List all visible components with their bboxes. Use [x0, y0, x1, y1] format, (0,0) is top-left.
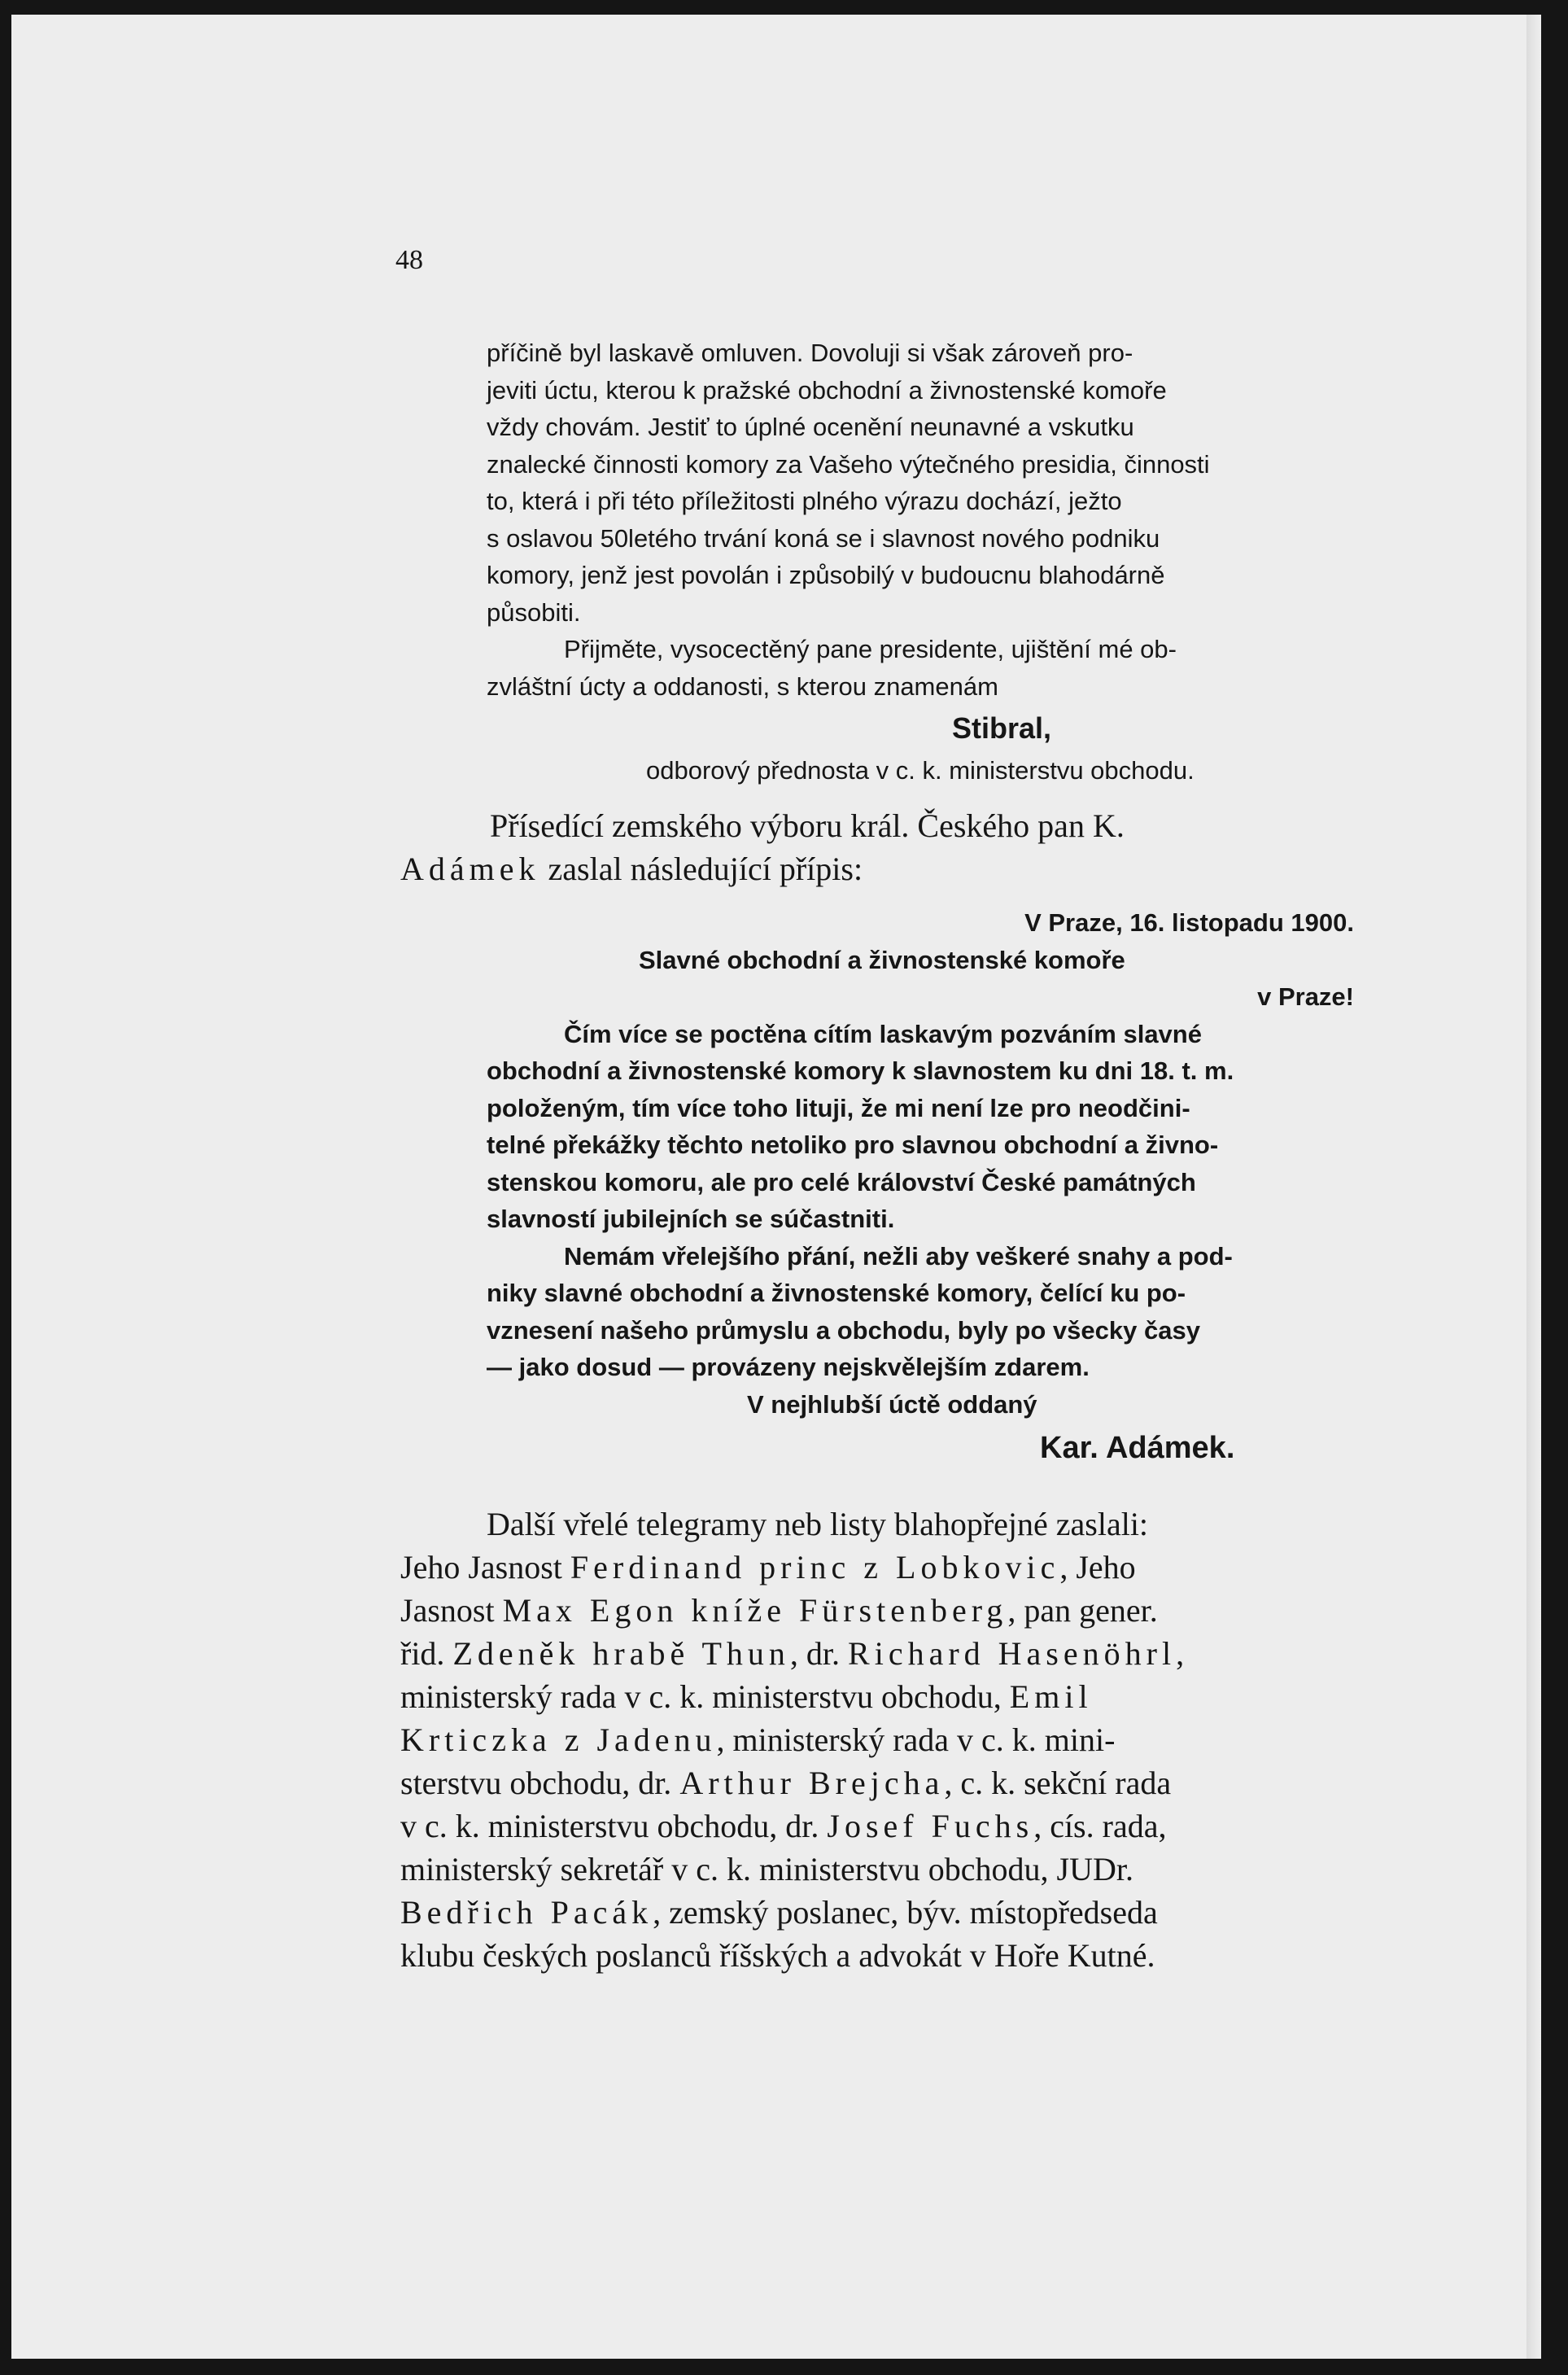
text-line: Jeho Jasnost Ferdinand princ z Lobkovic, Jeho [400, 1549, 1136, 1586]
text-line: Další vřelé telegramy neb listy blahopřejné zaslali: [487, 1506, 1149, 1542]
text-line: Adámek zaslal následující přípis: [400, 851, 863, 887]
letter-date: V Praze, 16. listopadu 1900. [1024, 908, 1354, 937]
text-line: položeným, tím více toho lituji, že mi není lze pro neodčini- [487, 1093, 1190, 1122]
text-line: Bedřich Pacák, zemský poslanec, býv. místopředseda [400, 1894, 1158, 1931]
scan-edge [1527, 15, 1541, 2359]
text-line: jeviti úctu, kterou k pražské obchodní a živnostenské komoře [487, 375, 1167, 405]
text-line: komory, jenž jest povolán i způsobilý v budoucnu blahodárně [487, 561, 1165, 589]
text-line: klubu českých poslanců říšských a advokát v Hoře Kutné. [400, 1937, 1155, 1974]
text-line: ministerský sekretář v c. k. ministerstvu obchodu, JUDr. [400, 1851, 1133, 1887]
signature-title: odborový přednosta v c. k. ministerstvu obchodu. [646, 756, 1195, 785]
text-line: Nemám vřelejšího přání, nežli aby veškeré snahy a pod- [564, 1241, 1233, 1271]
text-line: působiti. [487, 597, 581, 627]
document-page [11, 15, 1541, 2359]
text-line: s oslavou 50letého trvání koná se i slavnost nového podniku [487, 523, 1160, 553]
final-paragraph [400, 1502, 1361, 1977]
text-line: obchodní a živnostenské komory k slavnostem ku dni 18. t. m. [487, 1056, 1234, 1085]
intro-adamek [400, 804, 1361, 890]
text-line: telné překážky těchto netoliko pro slavnou obchodní a živno- [487, 1131, 1219, 1159]
name-adamek: Adámek [400, 851, 540, 887]
text-line: slavností jubilejních se súčastniti. [487, 1205, 895, 1233]
text-line: řid. Zdeněk hrabě Thun, dr. Richard Hasenöhrl, [400, 1635, 1185, 1672]
text-line: Čím více se poctěna cítím laskavým pozváním slavné [564, 1019, 1202, 1048]
text-line: ministerský rada v c. k. ministerstvu obchodu, Emil [400, 1678, 1093, 1715]
text-line: sterstvu obchodu, dr. Arthur Brejcha, c. k. sekční rada [400, 1765, 1172, 1801]
text-line: zvláštní úcty a oddanosti, s kterou znamenám [487, 671, 998, 701]
letter-adamek [487, 904, 1357, 1473]
text-line: znalecké činnosti komory za Vašeho výtečného presidia, činnosti [487, 449, 1210, 479]
text-line: Krticzka z Jadenu, ministerský rada v c. k. mini- [400, 1721, 1116, 1758]
text-line: Jasnost Max Egon kníže Fürstenberg, pan gener. [400, 1592, 1158, 1629]
text-line: vždy chovám. Jestiť to úplné ocenění neunavné a vskutku [487, 413, 1134, 441]
signature-stibral: Stibral, [952, 711, 1052, 745]
text-line: niky slavné obchodní a živnostenské komory, čelící ku po- [487, 1279, 1186, 1307]
letter-address-city: v Praze! [1257, 982, 1354, 1011]
text-line: stenskou komoru, ale pro celé království České památných [487, 1167, 1196, 1196]
text-line: v c. k. ministerstvu obchodu, dr. Josef Fuchs, cís. rada, [400, 1808, 1167, 1844]
text-line: to, která i při této příležitosti plného výrazu dochází, ježto [487, 487, 1122, 515]
text-line: Přísedící zemského výboru král. Českého pan K. [490, 807, 1125, 844]
letter-address: Slavné obchodní a živnostenské komoře [639, 945, 1125, 974]
text-line: vznesení našeho průmyslu a obchodu, byly po všecky časy [487, 1315, 1200, 1345]
letter-closing: V nejhlubší úctě oddaný [747, 1389, 1037, 1419]
letter-stibral [487, 335, 1357, 789]
text-line: — jako dosud — provázeny nejskvělejším zdarem. [487, 1353, 1090, 1381]
signature-adamek: Kar. Adámek. [1040, 1431, 1235, 1465]
page-number: 48 [395, 245, 423, 275]
text-line: Přijměte, vysocectěný pane presidente, ujištění mé ob- [564, 635, 1177, 663]
text-line: příčině byl laskavě omluven. Dovoluji si však zároveň pro- [487, 339, 1133, 367]
